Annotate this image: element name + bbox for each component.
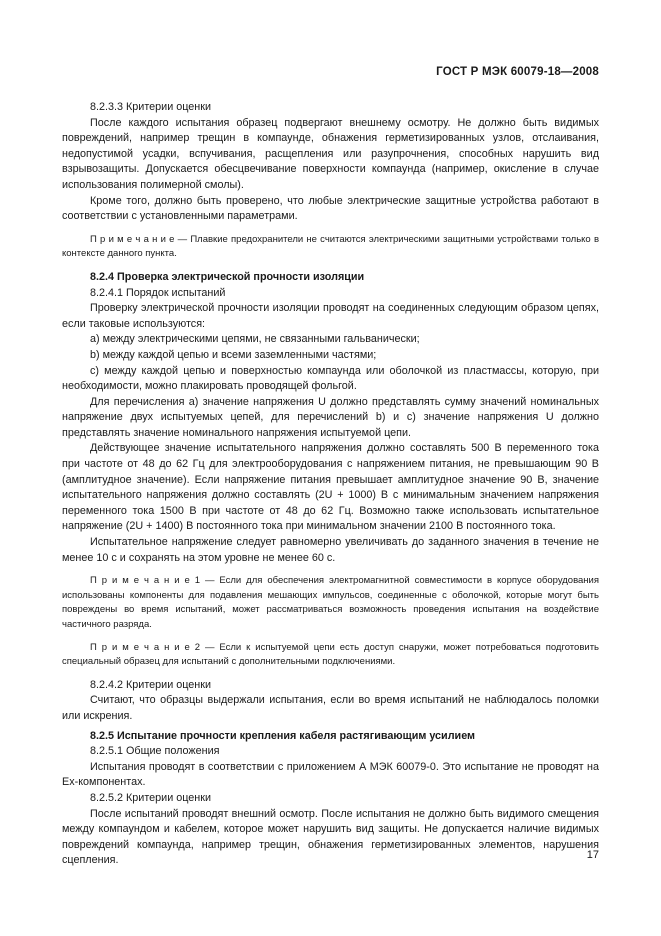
paragraph: с) между каждой цепью и поверхностью компаунда или оболочкой из пластмассы, которую, при необходимости, можно плакировать проводящей фольгой. xyxy=(62,364,599,393)
paragraph: Для перечисления а) значение напряжения U должно представлять сумму значений номинальных напряжение двух испытуемых цепей, для перечислений b) и с) значение напряжения U должно представлять значение номинального напряжения испытуемой цепи. xyxy=(62,395,599,439)
document-body xyxy=(62,100,599,869)
paragraph: Испытательное напряжение следует равномерно увеличивать до заданного значения в течение не менее 10 с и сохранять на этом уровне не менее 60 с. xyxy=(62,536,599,564)
paragraph: 8.2.4 Проверка электрической прочности изоляции xyxy=(90,270,365,283)
paragraph: П р и м е ч а н и е — Плавкие предохранители не считаются электрическими защитными устройствами только в контексте данного пункта. xyxy=(62,233,599,260)
paragraph: 8.2.4.2 Критерии оценки xyxy=(90,678,212,691)
paragraph: b) между каждой цепью и всеми заземленными частями; xyxy=(90,348,377,361)
paragraph: 8.2.5.2 Критерии оценки xyxy=(90,791,212,804)
paragraph: После испытаний проводят внешний осмотр. После испытания не должно быть видимого смещения между компаундом и кабелем, которое может нарушить вид защиты. Не допускается наличие видимых повреждений компаунда, например трещин, обнажения герметизированных элементов, нарушения сцепления. xyxy=(62,807,599,867)
paragraph: П р и м е ч а н и е 2 — Если к испытуемой цепи есть доступ снаружи, может потребоваться подготовить специальный образец для испытаний с дополнительными подключениями. xyxy=(62,641,599,668)
paragraph: Кроме того, должно быть проверено, что любые электрические защитные устройства работают в соответствии с установленными параметрами. xyxy=(62,194,599,223)
paragraph: а) между электрическими цепями, не связанными гальванически; xyxy=(90,333,420,346)
paragraph: Действующее значение испытательного напряжения должно составлять 500 В переменного тока при частоте от 48 до 62 Гц для электрооборудования с напряжением питания, не превышающим 90 В (амплитудное значение). Если напряжение питания превышает амплитудное значение 90 В, значение испытательного напряжения должно составлять (2U + 1000) В с минимальным значением напряжения переменного тока 1500 В при частоте от 48 до 62 Гц. Возможно также использовать испытательное напряжение (2U + 1400) В постоянного тока при минимальном значении 2100 В постоянного тока. xyxy=(62,442,599,533)
paragraph: 8.2.5.1 Общие положения xyxy=(90,745,220,758)
page-number: 17 xyxy=(586,849,599,861)
paragraph: Считают, что образцы выдержали испытания, если во время испытаний не наблюдалось поломки или искрения. xyxy=(62,694,599,722)
paragraph: 8.2.3.3 Критерии оценки xyxy=(90,101,212,113)
paragraph: Испытания проводят в соответствии с приложением А МЭК 60079-0. Это испытание не проводят на Ex-компонентах. xyxy=(62,760,599,789)
paragraph: 8.2.5 Испытание прочности крепления кабеля растягивающим усилием xyxy=(90,729,476,742)
paragraph: После каждого испытания образец подвергают внешнему осмотру. Не должно быть видимых повреждений, например трещин в компаунде, обнажения герметизированных узлов, отслаивания, недопустимой усадки, вспучивания, расщепления или разупрочнения, способных нарушить вид взрывозащиты. Допускается обесцвечивание поверхности компаунда (например, окисление в случае использования полимерной смолы). xyxy=(62,116,599,191)
paragraph: 8.2.4.1 Порядок испытаний xyxy=(90,286,226,299)
paragraph: Проверку электрической прочности изоляции проводят на соединенных следующим образом цепях, если таковые используются: xyxy=(62,302,599,330)
document-header: ГОСТ Р МЭК 60079-18—2008 xyxy=(436,66,599,78)
paragraph: П р и м е ч а н и е 1 — Если для обеспечения электромагнитной совместимости в корпусе оборудования использованы компоненты для подавления мешающих импульсов, соединенные с оболочкой, которые могут быть повреждены во время испытаний, может рассматриваться возможность проведения испытания на воздействие частичного разряда. xyxy=(62,575,599,630)
